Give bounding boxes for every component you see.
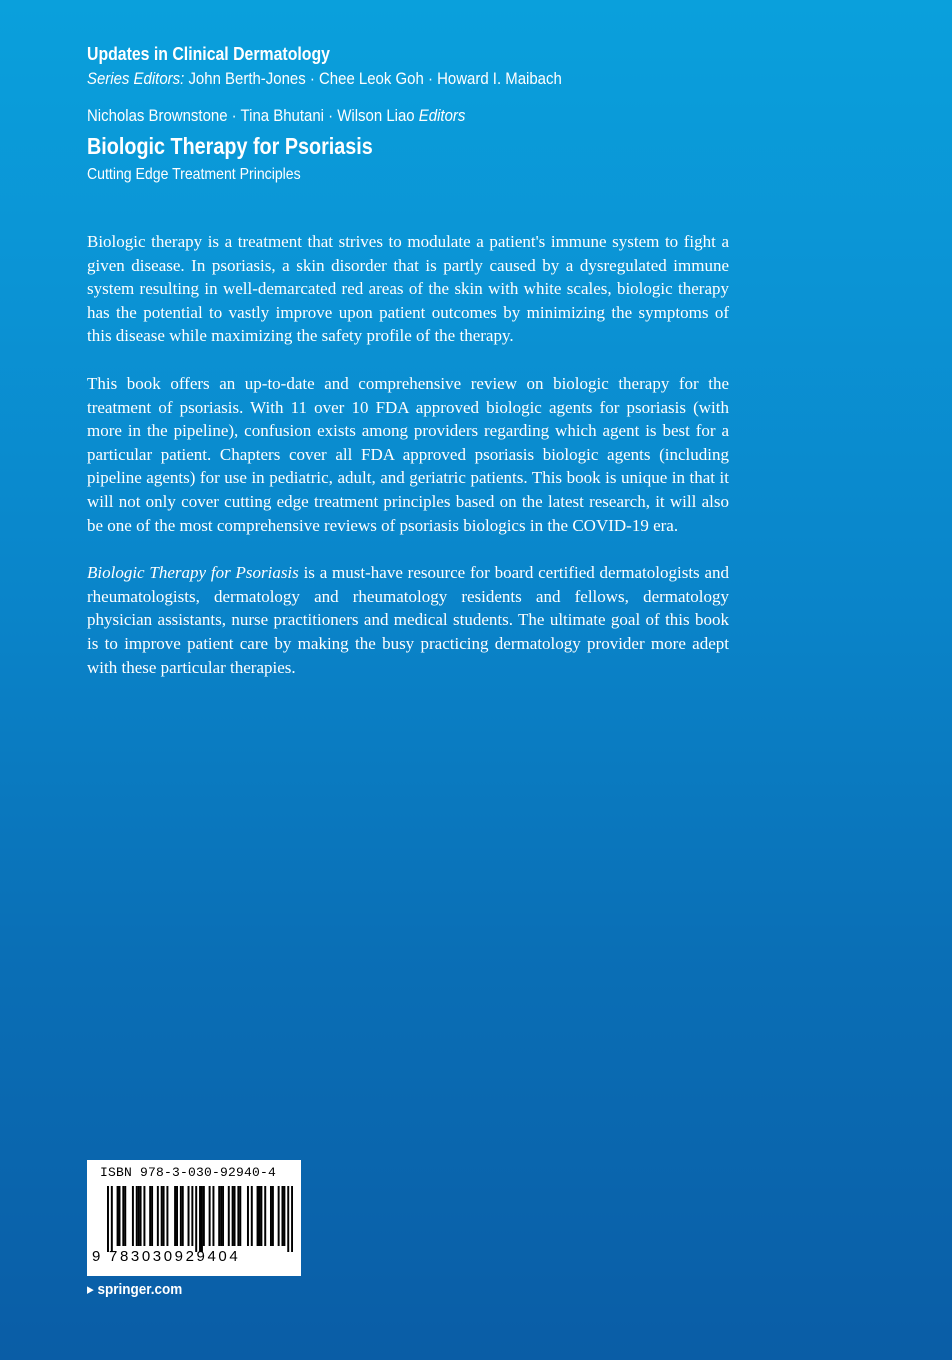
barcode-bar bbox=[203, 1186, 205, 1246]
barcode-bar bbox=[136, 1186, 138, 1246]
publisher-link[interactable] bbox=[87, 1280, 182, 1300]
series-header bbox=[87, 42, 867, 92]
barcode-bar bbox=[111, 1186, 113, 1252]
barcode-bar bbox=[138, 1186, 140, 1246]
barcode-bar bbox=[218, 1186, 220, 1246]
barcode-bar bbox=[222, 1186, 224, 1246]
blurb-paragraph-3-text: is a must-have resource for board certified dermatologists and rheumatologists, dermatology and rheumatology residents and fellows, dermatology physician assistants, nurse practitioners and medical students. The ultimate goal of this book is to improve patient care by making the busy practicing dermatology provider more adept with these particular therapies. bbox=[87, 563, 729, 677]
barcode-bar bbox=[188, 1186, 190, 1246]
book-subtitle: Cutting Edge Treatment Principles bbox=[87, 166, 301, 183]
barcode-bar bbox=[258, 1186, 260, 1246]
blurb-paragraph-3 bbox=[87, 561, 729, 679]
book-editors bbox=[87, 104, 465, 128]
barcode-bar bbox=[191, 1186, 193, 1246]
barcode-bar bbox=[272, 1186, 274, 1246]
barcode-bar bbox=[182, 1186, 184, 1246]
series-editors-label: Series Editors: bbox=[87, 69, 185, 88]
series-editors bbox=[87, 66, 773, 92]
barcode-bar bbox=[107, 1186, 109, 1252]
book-editors-role: Editors bbox=[418, 106, 466, 125]
blurb-book-title: Biologic Therapy for Psoriasis bbox=[87, 563, 299, 583]
barcode-bar bbox=[157, 1186, 159, 1246]
barcode-bar bbox=[209, 1186, 211, 1246]
barcode-bar bbox=[234, 1186, 236, 1246]
barcode-bar bbox=[287, 1186, 289, 1252]
barcode-bar bbox=[140, 1186, 142, 1246]
barcode-bar bbox=[195, 1186, 197, 1252]
barcode-bar bbox=[278, 1186, 280, 1246]
barcode-bar bbox=[281, 1186, 283, 1246]
barcode-digits: 783030929404 bbox=[109, 1248, 241, 1265]
barcode-bar bbox=[163, 1186, 165, 1246]
barcode-bar bbox=[143, 1186, 145, 1246]
series-editors-names: John Berth-Jones · Chee Leok Goh · Howard I. Maibach bbox=[188, 69, 562, 88]
barcode-bar bbox=[251, 1186, 253, 1246]
barcode-bar bbox=[247, 1186, 249, 1246]
barcode-first-digit: 9 bbox=[92, 1248, 101, 1265]
barcode-bar bbox=[257, 1186, 259, 1246]
barcode-bar bbox=[149, 1186, 151, 1246]
book-title: Biologic Therapy for Psoriasis bbox=[87, 133, 373, 159]
barcode-bar bbox=[119, 1186, 121, 1246]
barcode-bar bbox=[212, 1186, 214, 1246]
barcode-bar bbox=[291, 1186, 293, 1252]
barcode-bar bbox=[237, 1186, 239, 1246]
barcode-bar bbox=[264, 1186, 266, 1246]
blurb-paragraph-1: Biologic therapy is a treatment that strives to modulate a patient's immune system to fight a given disease. In psoriasis, a skin disorder that is partly caused by a dysregulated immune system resulting in well-demarcated red areas of the skin with white scales, biologic therapy has the potential to vastly improve upon patient outcomes by minimizing the symptoms of this disease while maximizing the safety profile of the therapy. bbox=[87, 232, 729, 346]
arrow-icon: ▸ bbox=[87, 1281, 94, 1298]
barcode-bar bbox=[180, 1186, 182, 1246]
barcode-bar bbox=[232, 1186, 234, 1246]
barcode-bar bbox=[201, 1186, 203, 1252]
blurb bbox=[87, 230, 729, 703]
barcode-bar bbox=[132, 1186, 134, 1246]
barcode-bar bbox=[199, 1186, 201, 1252]
barcode-bar bbox=[176, 1186, 178, 1246]
barcode-bar bbox=[124, 1186, 126, 1246]
barcode-box bbox=[87, 1160, 301, 1276]
barcode-bars bbox=[107, 1186, 293, 1252]
barcode-bar bbox=[166, 1186, 168, 1246]
barcode-bar bbox=[117, 1186, 119, 1246]
barcode-bar bbox=[283, 1186, 285, 1246]
barcode-bar bbox=[151, 1186, 153, 1246]
barcode-bar bbox=[270, 1186, 272, 1246]
blurb-paragraph-2: This book offers an up-to-date and comprehensive review on biologic therapy for the treatment of psoriasis. With 11 over 10 FDA approved biologic agents for psoriasis (with more in the pipeline), confusion exists among providers regarding which agent is best for a particular patient. Chapters cover all FDA approved psoriasis biologic agents (including pipeline agents) for use in pediatric, adult, and geriatric patients. This book is unique in that it will not only cover cutting edge treatment principles based on the latest research, it will also be one of the most comprehensive reviews of psoriasis biologics in the COVID-19 era. bbox=[87, 373, 729, 535]
barcode-bar bbox=[122, 1186, 124, 1246]
barcode-bar bbox=[239, 1186, 241, 1246]
barcode-bar bbox=[228, 1186, 230, 1246]
barcode-bar bbox=[220, 1186, 222, 1246]
isbn-label: ISBN 978-3-030-92940-4 bbox=[100, 1165, 277, 1180]
barcode-bar bbox=[161, 1186, 163, 1246]
barcode-bar bbox=[174, 1186, 176, 1246]
book-editors-names: Nicholas Brownstone · Tina Bhutani · Wilson Liao bbox=[87, 106, 415, 125]
barcode-bar bbox=[260, 1186, 262, 1246]
series-title: Updates in Clinical Dermatology bbox=[87, 44, 330, 64]
publisher-url: springer.com bbox=[97, 1281, 183, 1298]
